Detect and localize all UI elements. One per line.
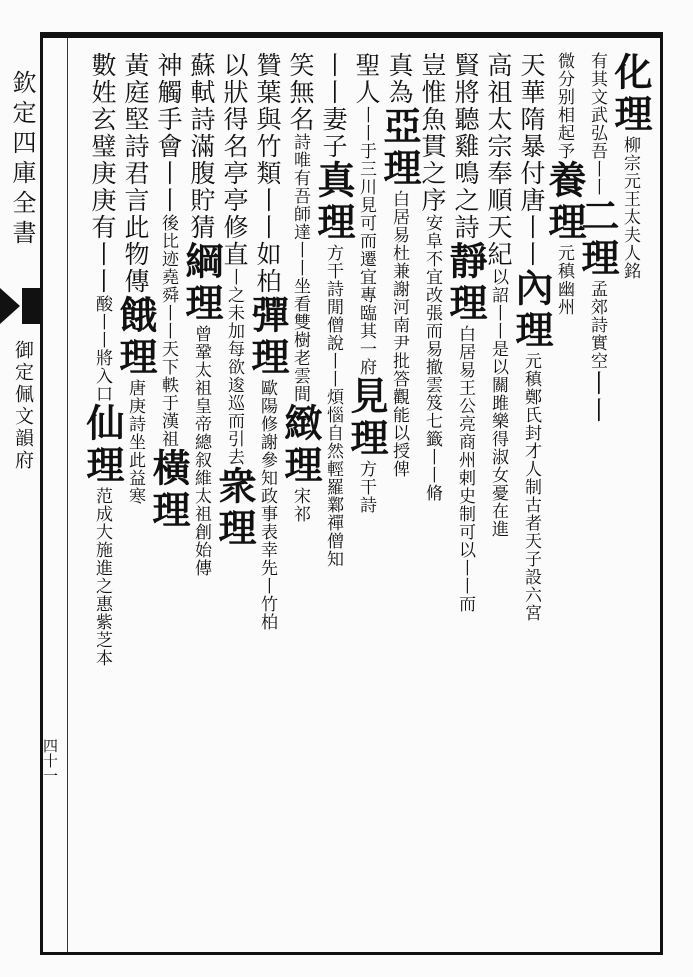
- headword: 橫理: [146, 448, 191, 532]
- body-text: 聖人: [352, 52, 381, 106]
- citation-note: 元稹幽州: [554, 244, 574, 316]
- headword: 化理: [608, 52, 653, 136]
- citation-note: 柳宗元王太夫人銘: [620, 136, 640, 280]
- headword: 綱理: [179, 241, 224, 325]
- body-text: 神觸手會丨丨: [154, 52, 183, 214]
- text-column: [80, 52, 125, 932]
- frame-bottom-rule: [40, 952, 663, 955]
- citation-note: 丨丨于三川見可而遷宜專臨其一府: [356, 106, 376, 376]
- citation-note: 元稹鄭氏封才人制古者天子設六宮: [521, 352, 541, 622]
- citation-note: 以詔丨丨是以關雎樂得淑女憂在進: [488, 268, 508, 538]
- headword: 緻理: [278, 403, 323, 487]
- citation-note: 白居易杜兼謝河南尹批答觀能以授俾: [389, 190, 409, 478]
- body-text: 高祖太宗奉順天紀: [484, 52, 513, 268]
- body-text: 笑無名: [286, 52, 315, 133]
- citation-note: 歐陽修謝參知政事表幸先丨: [257, 379, 277, 595]
- book-title: 御定佩文韻府: [12, 340, 34, 472]
- body-text: 贊葉與竹類丨丨如柏: [253, 52, 282, 295]
- body-text: 真為: [385, 52, 414, 106]
- body-text: 丨丨妻子: [319, 52, 348, 160]
- citation-note: 有其文武弘吾丨丨: [587, 52, 607, 196]
- citation-note: 方干詩: [356, 460, 376, 514]
- headword: 二理: [575, 196, 620, 280]
- body-text: 蘇軾詩滿腹貯猜: [187, 52, 216, 241]
- citation-note: 曾鞏太祖皇帝總叙維太祖創始傳: [191, 325, 211, 577]
- headword: 靜理: [443, 241, 488, 325]
- citation-note: 丨之未加每欲逡巡而引去: [224, 268, 244, 466]
- fish-tail-mark: [0, 288, 20, 324]
- headword: 亞理: [377, 106, 422, 190]
- body-text: 以狀得名亭亭修直: [220, 52, 249, 268]
- headword: 真理: [311, 160, 356, 244]
- headword: 內理: [509, 268, 554, 352]
- headword: 餓理: [113, 295, 158, 379]
- headword: 見理: [344, 376, 389, 460]
- body-text: 丨丨: [583, 370, 612, 424]
- body-text: 天華隋暴付唐丨丨: [517, 52, 546, 268]
- body-text: 數姓玄璧庚庚有丨丨: [88, 52, 117, 295]
- collection-title: 欽定四庫全書: [8, 70, 36, 250]
- frame-right-rule: [660, 38, 663, 952]
- citation-note: 微分别相起予: [554, 52, 574, 160]
- frame-top-rule: [40, 32, 663, 38]
- citation-note: 方干詩閒僧說丨丨煩惱自然輕羅鄴: [323, 244, 343, 514]
- fish-tail-block: [22, 288, 42, 324]
- frame-left-rule: [40, 38, 43, 952]
- headword: 彈理: [245, 295, 290, 379]
- gutter-rule: [67, 38, 68, 952]
- citation-note: 孟郊詩實空: [587, 280, 607, 370]
- citation-note: 白居易王公亮商州剌史制可以丨丨而: [455, 325, 475, 613]
- body-text: 賢將聽雞鳴之詩: [451, 52, 480, 241]
- headword: 養理: [542, 160, 587, 244]
- headword: 衆理: [212, 466, 257, 550]
- citation-note: 詩唯有吾師達丨丨坐看雙樹老雲間: [290, 133, 310, 403]
- citation-note: 竹柏: [257, 595, 277, 631]
- page-number: 四十一: [41, 738, 59, 783]
- citation-note: 禪僧知: [323, 514, 343, 568]
- citation-note: 安阜不宜改張而易撤雲笈七籤丨丨脩: [422, 214, 442, 502]
- citation-note: 酸丨丨將入口: [92, 295, 112, 403]
- citation-note: 宋祁: [290, 487, 310, 523]
- headword: 仙理: [80, 403, 125, 487]
- citation-note: 范成大施進之惠紫芝本: [92, 487, 112, 667]
- citation-note: 唐庚詩坐此益寒: [125, 379, 145, 505]
- body-text: 豈惟魚貫之序: [418, 52, 447, 214]
- body-text: 黃庭堅詩君言此物傳: [121, 52, 150, 295]
- citation-note: 後比迹堯舜丨丨天下軼于漢祖: [158, 214, 178, 448]
